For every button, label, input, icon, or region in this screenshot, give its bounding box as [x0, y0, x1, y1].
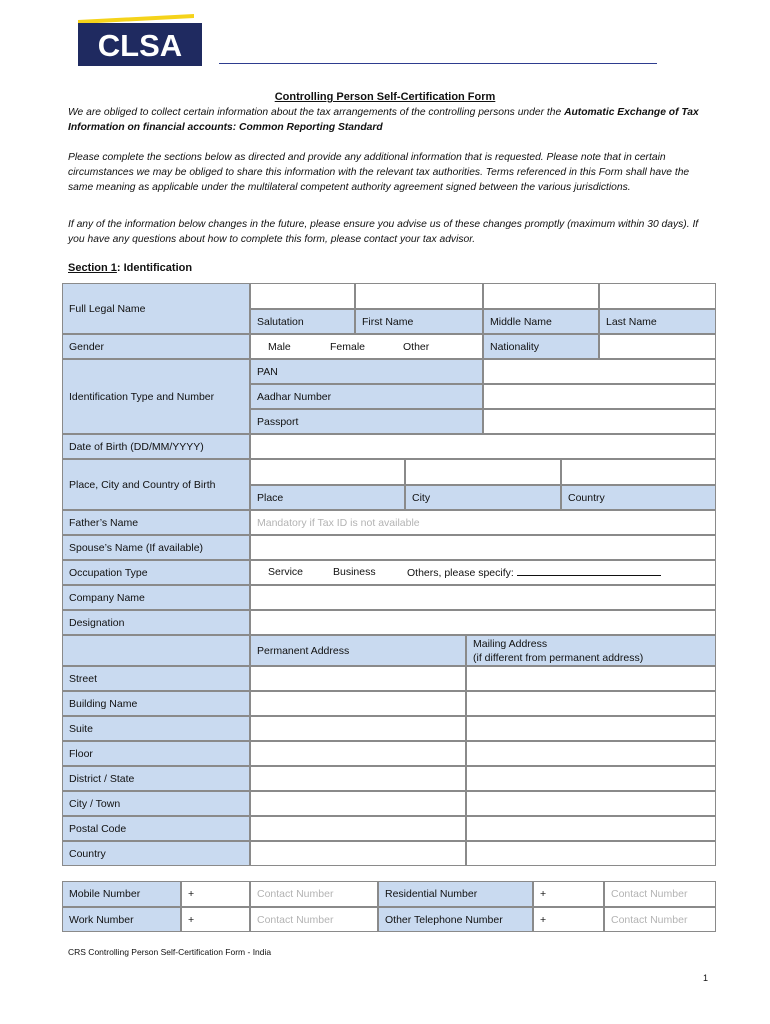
residential-country-code[interactable]: + — [533, 881, 604, 907]
label-work-number: Work Number — [62, 907, 181, 932]
label-first-name: First Name — [355, 309, 483, 334]
header-rule — [219, 63, 657, 64]
label-postal-code: Postal Code — [62, 816, 250, 841]
occupation-business-option[interactable]: Business — [333, 566, 376, 578]
label-pan: PAN — [250, 359, 483, 384]
other-telephone-input[interactable]: Contact Number — [604, 907, 716, 932]
label-district-state: District / State — [62, 766, 250, 791]
fathers-name-input[interactable]: Mandatory if Tax ID is not available — [250, 510, 716, 535]
mailing-address-title: Mailing Address — [473, 637, 548, 650]
label-country-of-birth: Country — [561, 485, 716, 510]
birth-country-input[interactable] — [561, 459, 716, 485]
permanent-suite-input[interactable] — [250, 716, 466, 741]
gender-female-option[interactable]: Female — [330, 341, 366, 353]
label-spouse-name: Spouse’s Name (If available) — [62, 535, 250, 560]
nationality-input[interactable] — [599, 334, 716, 359]
aadhar-input[interactable] — [483, 384, 716, 409]
label-designation: Designation — [62, 610, 250, 635]
residential-number-input[interactable]: Contact Number — [604, 881, 716, 907]
intro-paragraph-2: Please complete the sections below as directed and provide any additional information that is requested. Please note that in certain circumstances we may be obliged to share this information with the relevant tax authorities. Terms referenced in this Form shall have the same meaning as applicable under the multilateral competent authority agreement signed between the various jurisdictions. — [68, 152, 690, 193]
work-number-input[interactable]: Contact Number — [250, 907, 378, 932]
page-number: 1 — [703, 973, 709, 983]
permanent-district-input[interactable] — [250, 766, 466, 791]
label-full-legal-name: Full Legal Name — [62, 283, 250, 334]
designation-input[interactable] — [250, 610, 716, 635]
mailing-building-input[interactable] — [466, 691, 716, 716]
label-occupation-type: Occupation Type — [62, 560, 250, 585]
mobile-country-code[interactable]: + — [181, 881, 250, 907]
salutation-input[interactable] — [250, 283, 355, 309]
label-city: City — [405, 485, 561, 510]
label-street: Street — [62, 666, 250, 691]
last-name-input[interactable] — [599, 283, 716, 309]
intro-paragraph-3: If any of the information below changes in the future, please ensure you advise us of these changes promptly (maximum within 30 days). If you have any questions about how to complete this form, please contact your tax advisor. — [68, 219, 699, 245]
label-mailing-address — [466, 635, 716, 666]
pan-input[interactable] — [483, 359, 716, 384]
occupation-service-option[interactable]: Service — [268, 566, 304, 578]
svg-text:CLSA: CLSA — [97, 28, 183, 63]
date-of-birth-input[interactable] — [250, 434, 716, 459]
label-mobile-number: Mobile Number — [62, 881, 181, 907]
permanent-town-input[interactable] — [250, 791, 466, 816]
mailing-street-input[interactable] — [466, 666, 716, 691]
label-building-name: Building Name — [62, 691, 250, 716]
label-company-name: Company Name — [62, 585, 250, 610]
label-last-name: Last Name — [599, 309, 716, 334]
birth-city-input[interactable] — [405, 459, 561, 485]
mobile-number-input[interactable]: Contact Number — [250, 881, 378, 907]
label-place: Place — [250, 485, 405, 510]
label-date-of-birth: Date of Birth (DD/MM/YYYY) — [62, 434, 250, 459]
work-country-code[interactable]: + — [181, 907, 250, 932]
form-title: Controlling Person Self-Certification Form — [274, 91, 496, 103]
footer-text: CRS Controlling Person Self-Certification Form - India — [68, 947, 272, 957]
other-telephone-country-code[interactable]: + — [533, 907, 604, 932]
label-city-town: City / Town — [62, 791, 250, 816]
mailing-suite-input[interactable] — [466, 716, 716, 741]
middle-name-input[interactable] — [483, 283, 599, 309]
clsa-logo — [78, 14, 202, 66]
label-gender: Gender — [62, 334, 250, 359]
label-aadhar: Aadhar Number — [250, 384, 483, 409]
permanent-postal-input[interactable] — [250, 816, 466, 841]
mailing-postal-input[interactable] — [466, 816, 716, 841]
label-floor: Floor — [62, 741, 250, 766]
company-name-input[interactable] — [250, 585, 716, 610]
occupation-others-option[interactable]: Others, please specify: — [407, 566, 661, 579]
label-middle-name: Middle Name — [483, 309, 599, 334]
label-country: Country — [62, 841, 250, 866]
address-header-blank — [62, 635, 250, 666]
label-fathers-name: Father’s Name — [62, 510, 250, 535]
label-salutation: Salutation — [250, 309, 355, 334]
intro-paragraph-1: We are obliged to collect certain information about the tax arrangements of the controlling persons under the Automatic Exchange of Tax Information on financial accounts: Common Reporting Standard — [68, 107, 699, 133]
label-suite: Suite — [62, 716, 250, 741]
mailing-floor-input[interactable] — [466, 741, 716, 766]
label-residential-number: Residential Number — [378, 881, 533, 907]
gender-other-option[interactable]: Other — [403, 341, 430, 353]
mailing-country-input[interactable] — [466, 841, 716, 866]
label-passport: Passport — [250, 409, 483, 434]
permanent-street-input[interactable] — [250, 666, 466, 691]
label-place-of-birth: Place, City and Country of Birth — [62, 459, 250, 510]
label-other-telephone: Other Telephone Number — [378, 907, 533, 932]
label-nationality: Nationality — [483, 334, 599, 359]
label-identification-type: Identification Type and Number — [62, 359, 250, 434]
mailing-town-input[interactable] — [466, 791, 716, 816]
label-permanent-address: Permanent Address — [250, 635, 466, 666]
spouse-name-input[interactable] — [250, 535, 716, 560]
first-name-input[interactable] — [355, 283, 483, 309]
birth-place-input[interactable] — [250, 459, 405, 485]
permanent-building-input[interactable] — [250, 691, 466, 716]
mailing-address-note: (if different from permanent address) — [473, 651, 644, 664]
section-heading: Section 1: Identification — [68, 262, 193, 274]
permanent-country-input[interactable] — [250, 841, 466, 866]
occupation-specify-line[interactable] — [517, 566, 661, 576]
passport-input[interactable] — [483, 409, 716, 434]
gender-male-option[interactable]: Male — [268, 341, 291, 353]
permanent-floor-input[interactable] — [250, 741, 466, 766]
mailing-district-input[interactable] — [466, 766, 716, 791]
